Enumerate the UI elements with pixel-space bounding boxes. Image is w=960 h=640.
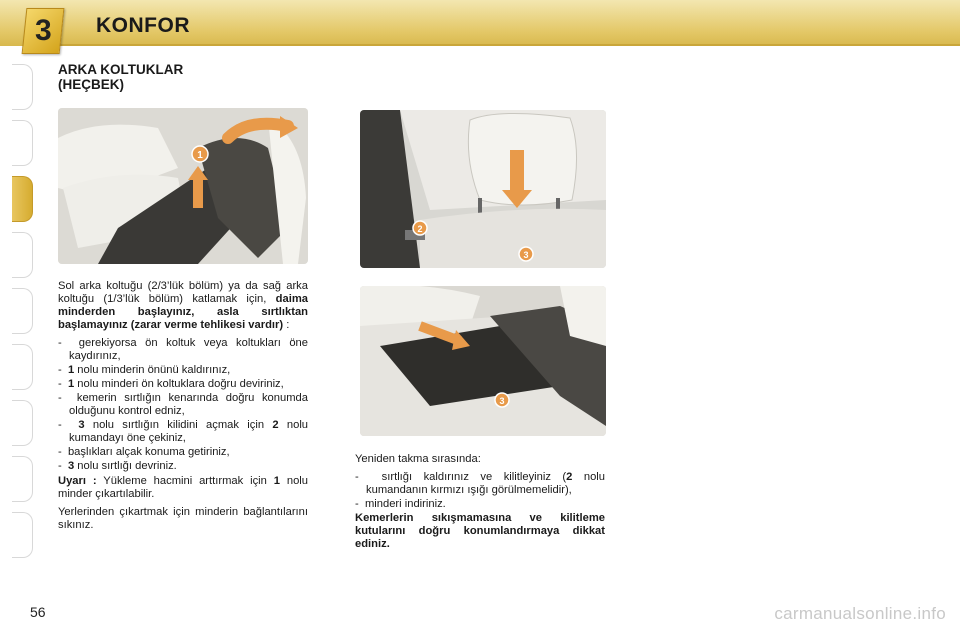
chapter-tabs <box>0 64 34 584</box>
seatbelt-note: Kemerlerin sıkışmamasına ve kilitleme kutularını doğru konumlandırmaya dikkat ediniz. <box>355 512 605 550</box>
figure-label-3: 3 <box>523 250 529 260</box>
closing-paragraph: Yerlerinden çıkartmak için minderin bağlantılarını sıkınız. <box>58 506 308 531</box>
section-title-line1: ARKA KOLTUKLAR <box>58 62 184 77</box>
warning-paragraph: Uyarı : Yükleme hacmini arttırmak için 1 nolu minder çıkartılabilir. <box>58 475 309 500</box>
photo-headrest-illustration <box>360 110 606 268</box>
intro-paragraph <box>58 280 308 332</box>
reinstall-step: - minderi indiriniz. <box>355 498 446 510</box>
intro-bold: daima minderden başlayınız, asla sırtlıktan başlamayınız (zarar verme tehlikesi vardır) <box>58 293 309 331</box>
photo-folded-seat <box>360 286 606 436</box>
chapter-tab[interactable] <box>12 456 33 502</box>
photo-headrest <box>360 110 606 268</box>
step-item: - 1 nolu minderi ön koltuklara doğru deviriniz, <box>58 378 284 390</box>
intro-end: : <box>283 319 290 331</box>
reinstall-step: - sırtlığı kaldırınız ve kilitleyiniz (2 nolu kumandanın kırmızı ışığı görülmemelidir), <box>355 471 605 496</box>
step-item: - 3 nolu sırtlığı devriniz. <box>58 460 177 472</box>
chapter-tab[interactable] <box>12 512 33 558</box>
figure-label-3b: 3 <box>499 396 505 406</box>
photo-folded-seat-illustration <box>360 286 606 436</box>
intro-plain: Sol arka koltuğu (2/3’lük bölüm) ya da sağ arka koltuğu (1/3’lük bölüm) katlamak için, <box>58 280 308 305</box>
chapter-tab[interactable] <box>12 64 33 110</box>
watermark: carmanualsonline.info <box>774 604 946 623</box>
right-text-column <box>355 453 605 556</box>
chapter-tab-active[interactable] <box>12 176 33 222</box>
reinstall-intro: Yeniden takma sırasında: <box>355 453 481 465</box>
photo-cushion-lift-illustration <box>58 108 308 264</box>
chapter-number: 3 <box>34 14 52 47</box>
step-item: - 3 nolu sırtlığın kilidini açmak için 2 nolu kumandayı öne çekiniz, <box>58 419 309 444</box>
step-item: - kemerin sırtlığın kenarında doğru konumda olduğunu kontrol edniz, <box>58 392 308 417</box>
chapter-tab[interactable] <box>12 400 33 446</box>
figure-label-2: 2 <box>417 224 423 234</box>
chapter-tab[interactable] <box>12 288 33 334</box>
chapter-tab[interactable] <box>12 232 33 278</box>
left-text-column <box>58 280 308 537</box>
header-rule <box>60 44 960 46</box>
section-title <box>58 62 183 92</box>
chapter-tab[interactable] <box>12 120 33 166</box>
chapter-badge <box>22 8 65 54</box>
section-title-line2: (HEÇBEK) <box>58 77 124 92</box>
step-item: - gerekiyorsa ön koltuk veya koltukları öne kaydırınız, <box>58 337 308 362</box>
photo-cushion-lift <box>58 108 308 264</box>
chapter-title: KONFOR <box>96 14 190 37</box>
step-item: - 1 nolu minderin önünü kaldırınız, <box>58 364 231 376</box>
chapter-tab[interactable] <box>12 344 33 390</box>
step-item: - başlıkları alçak konuma getiriniz, <box>58 446 230 458</box>
warning-label: Uyarı : <box>58 475 97 487</box>
figure-label-1: 1 <box>197 150 203 161</box>
page-number: 56 <box>30 604 46 620</box>
